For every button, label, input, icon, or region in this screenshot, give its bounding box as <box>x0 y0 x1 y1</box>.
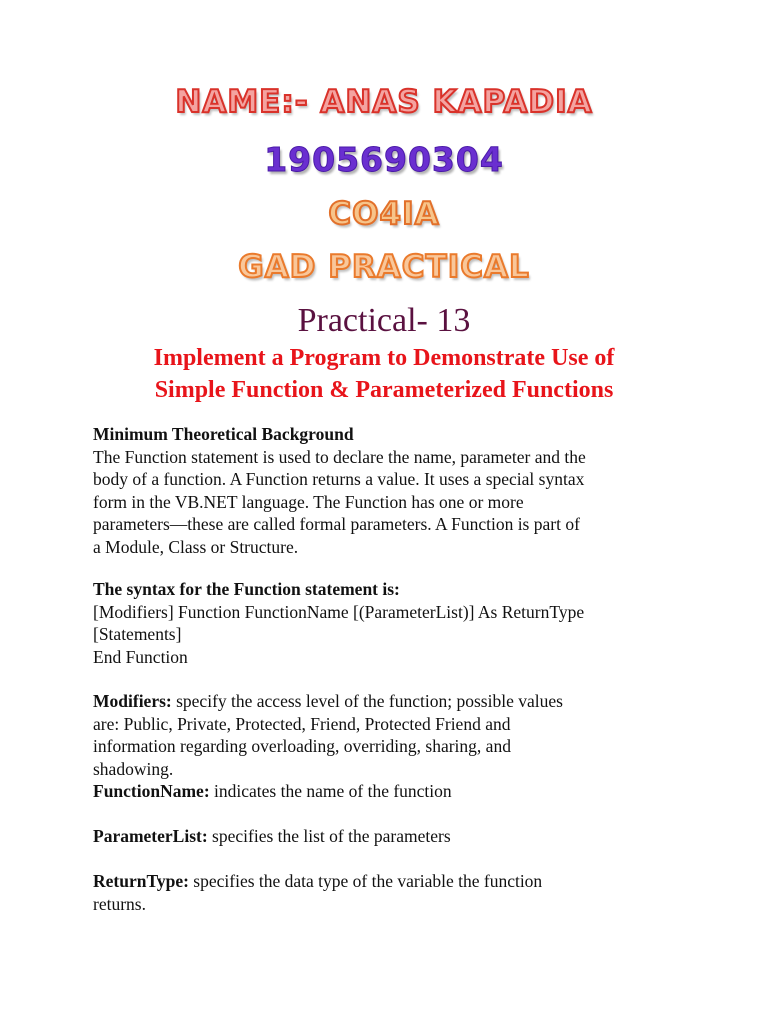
parameter-list-desc: specifies the list of the parameters <box>207 826 451 846</box>
aim-line-2: Simple Function & Parameterized Functions <box>154 377 614 403</box>
practical-aim <box>60 342 708 406</box>
modifiers-term: Modifiers: <box>93 691 172 711</box>
modifiers-line: are: Public, Private, Protected, Friend, Protected Friend and <box>93 713 511 734</box>
modifiers-line: shadowing. <box>93 758 174 779</box>
modifiers-section <box>93 690 693 780</box>
modifiers-line: information regarding overloading, overriding, sharing, and <box>93 736 511 756</box>
class-code-wordart: CO4IA <box>328 196 440 232</box>
background-line: body of a function. A Function returns a value. It uses a special syntax <box>93 469 585 489</box>
parameter-list-section <box>93 825 693 848</box>
modifiers-desc: specify the access level of the function; possible values <box>171 691 563 711</box>
aim-line-1: Implement a Program to Demonstrate Use of <box>153 345 615 371</box>
return-type-term: ReturnType: <box>93 871 189 891</box>
syntax-line: [Modifiers] Function FunctionName [(ParameterList)] As ReturnType <box>93 601 585 622</box>
return-type-line-2: returns. <box>93 893 146 914</box>
practical-title: Practical- 13 <box>297 302 471 339</box>
parameter-list-line <box>93 825 693 848</box>
return-type-line <box>93 870 693 893</box>
syntax-section <box>93 578 693 668</box>
return-type-section <box>93 870 693 915</box>
return-type-desc: specifies the data type of the variable the function <box>188 871 543 891</box>
subject-wordart: GAD PRACTICAL <box>238 249 530 285</box>
modifiers-first-line <box>93 690 693 713</box>
background-line: parameters—these are called formal parameters. A Function is part of <box>93 514 580 534</box>
function-name-desc: indicates the name of the function <box>209 781 452 801</box>
theoretical-background-section <box>93 423 693 558</box>
background-heading: Minimum Theoretical Background <box>93 424 354 444</box>
background-line: The Function statement is used to declare the name, parameter and the <box>93 446 586 467</box>
parameter-list-term: ParameterList: <box>93 826 208 846</box>
syntax-line: End Function <box>93 646 188 667</box>
syntax-line: [Statements] <box>93 624 182 644</box>
function-name-term: FunctionName: <box>93 781 210 801</box>
function-name-line <box>93 780 693 803</box>
syntax-heading: The syntax for the Function statement is: <box>93 579 400 599</box>
student-name-wordart: NAME:- ANAS KAPADIA <box>175 84 593 120</box>
function-name-section <box>93 780 693 803</box>
background-line: form in the VB.NET language. The Function has one or more <box>93 491 524 512</box>
background-line: a Module, Class or Structure. <box>93 536 299 557</box>
enrollment-number-wordart: 1905690304 <box>264 140 504 179</box>
